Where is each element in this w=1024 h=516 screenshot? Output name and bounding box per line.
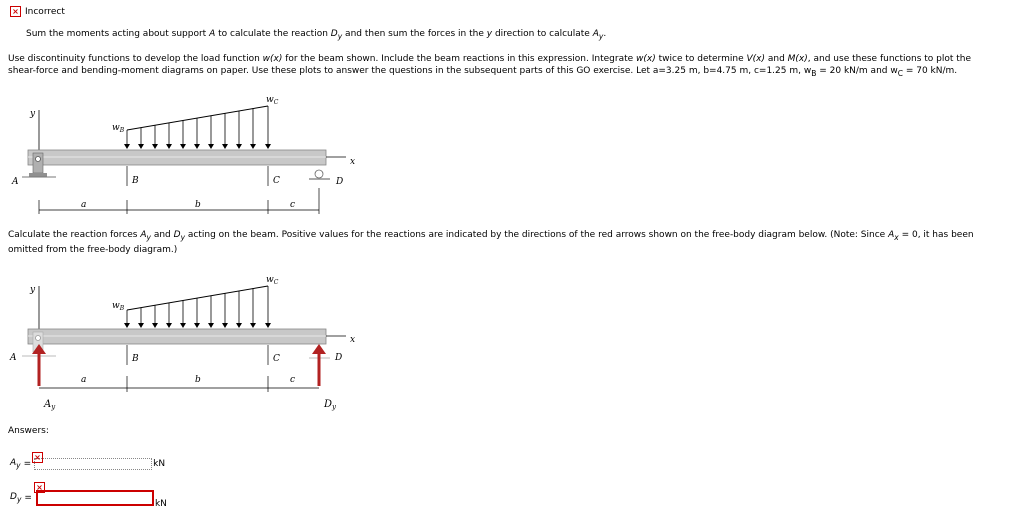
- dy-answer-input[interactable]: [36, 490, 154, 506]
- svg-text:A: A: [12, 177, 19, 187]
- svg-text:a: a: [81, 200, 87, 210]
- svg-text:x: x: [350, 157, 356, 167]
- svg-text:wB: $w_B$: [112, 301, 125, 312]
- instruction-paragraph-3: Calculate the reaction forces $A_y$ and $D_y$ acting on the beam. Positive values for the reactions are indicated by the directions of the red arrows shown on the free-body diagram below. (Note: Since $A_x = 0$, it has been omitted from the free-body diagram.): [8, 230, 974, 255]
- incorrect-icon: ×: [10, 6, 21, 17]
- distributed-load: [124, 286, 271, 328]
- ay-answer-input[interactable]: [34, 458, 152, 470]
- instruction-paragraph-2: Use discontinuity functions to develop the load function w(x) for the beam shown. Include the beam reactions in this expression. Integrate w(x) twice to determine V(x) and M(x), and use these functions to plot the shear-force and bending-moment diagrams on paper. Use these plots to answer the questions in the subsequent parts of this GO exercise. Let a=3.25 m, b=4.75 m, c=1.25 m, $w_B = 20$ kN/m and $w_C = 70$ kN/m.: [8, 54, 972, 78]
- answers-heading: Answers:: [8, 426, 49, 436]
- answer-var-dy: $D_y$: [10, 492, 22, 504]
- incorrect-icon: ×: [34, 482, 45, 493]
- answer-row-dy: $D_y$ = × kN: [10, 483, 167, 509]
- svg-text:y: y: [30, 285, 36, 295]
- svg-text:wC: $w_C$: [266, 95, 279, 106]
- distributed-load: [124, 106, 271, 149]
- incorrect-icon: ×: [32, 452, 43, 463]
- svg-text:D: D: [336, 177, 344, 187]
- svg-text:Ay: $A_y$: [44, 399, 56, 411]
- free-body-diagram: [0, 268, 380, 418]
- answer-row-ay: $A_y$ = × kN: [10, 453, 166, 470]
- beam-diagram: [0, 90, 380, 220]
- svg-text:Dy: $D_y$: [324, 399, 336, 411]
- svg-text:C: C: [273, 176, 280, 186]
- svg-text:A: A: [10, 353, 17, 363]
- unit-label: kN: [153, 459, 166, 469]
- svg-text:c: c: [290, 200, 296, 210]
- unit-label: kN: [154, 499, 167, 509]
- svg-text:b: b: [195, 200, 201, 210]
- svg-text:b: b: [195, 375, 201, 385]
- roller-support-d: [309, 170, 330, 179]
- svg-text:wC: $w_C$: [266, 275, 279, 286]
- instruction-line-1: Sum the moments acting about support A to calculate the reaction $D_y$ and then sum the forces in the y direction to calculate $A_y$.: [26, 29, 607, 41]
- svg-text:C: C: [273, 354, 280, 364]
- svg-text:B: B: [132, 354, 139, 364]
- svg-text:D: D: [335, 353, 343, 363]
- svg-text:B: B: [132, 176, 139, 186]
- svg-text:c: c: [290, 375, 296, 385]
- answer-var-ay: $A_y$: [10, 458, 21, 470]
- svg-text:y: y: [30, 109, 36, 119]
- status-label: Incorrect: [25, 6, 65, 17]
- svg-text:a: a: [81, 375, 87, 385]
- status-indicator: [10, 6, 65, 17]
- reaction-arrow-dy: [312, 344, 326, 386]
- svg-text:x: x: [350, 335, 356, 345]
- svg-text:wB: $w_B$: [112, 123, 125, 134]
